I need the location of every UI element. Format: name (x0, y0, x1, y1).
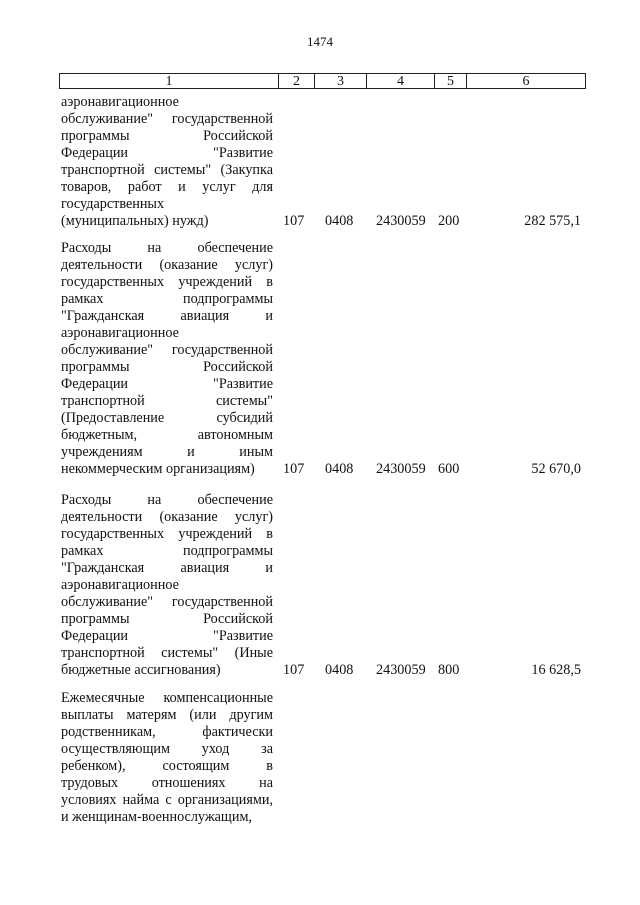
description-line: программы Российской (61, 128, 273, 144)
description-line: учреждениям и иным (61, 444, 273, 460)
header-col-1: 1 (165, 74, 173, 89)
description-line: трудовых отношениях на (61, 775, 273, 791)
description-line: аэронавигационное (61, 577, 179, 593)
description-line: выплаты матерям (или другим (61, 707, 273, 723)
description-line: обслуживание" государственной (61, 342, 273, 358)
description-line: бюджетные ассигнования) (61, 662, 221, 678)
description-line: Расходы на обеспечение (61, 240, 273, 256)
header-col-3: 3 (314, 74, 366, 88)
description-line: бюджетным, автономным (61, 427, 273, 443)
description-line: ребенком), состоящим в (61, 758, 273, 774)
row-expense-type: 600 (438, 461, 460, 477)
description-line: осуществляющим уход за (61, 741, 273, 757)
description-line: обслуживание" государственной (61, 594, 273, 610)
description-line: государственных учреждений в (61, 274, 273, 290)
description-line: обслуживание" государственной (61, 111, 273, 127)
row-section: 0408 (325, 213, 354, 229)
description-line: (Предоставление субсидий (61, 410, 273, 426)
description-line: (муниципальных) нужд) (61, 213, 209, 229)
row-description (61, 94, 273, 230)
description-line: программы Российской (61, 359, 273, 375)
description-line: Ежемесячные компенсационные (61, 690, 273, 706)
row-target-article: 2430059 (376, 662, 426, 678)
description-line: Федерации "Развитие (61, 628, 273, 644)
row-section: 0408 (325, 461, 354, 477)
description-line: рамках подпрограммы (61, 543, 273, 559)
row-expense-type: 200 (438, 213, 460, 229)
header-col-4: 4 (366, 74, 434, 88)
description-line: аэронавигационное (61, 94, 179, 110)
row-ved: 107 (283, 662, 305, 678)
row-amount: 16 628,5 (531, 662, 581, 678)
table-header (59, 73, 586, 89)
description-line: "Гражданская авиация и (61, 560, 273, 576)
row-description (61, 240, 273, 478)
description-line: программы Российской (61, 611, 273, 627)
description-line: Расходы на обеспечение (61, 492, 273, 508)
description-line: транспортной системы" (Иные (61, 645, 273, 661)
description-line: транспортной системы" (Закупка (61, 162, 273, 178)
description-line: "Гражданская авиация и (61, 308, 273, 324)
description-line: рамках подпрограммы (61, 291, 273, 307)
description-line: деятельности (оказание услуг) (61, 257, 273, 273)
row-amount: 282 575,1 (524, 213, 581, 229)
row-expense-type: 800 (438, 662, 460, 678)
description-line: Федерации "Развитие (61, 376, 273, 392)
description-line: условиях найма с организациями, (61, 792, 273, 808)
description-line: Федерации "Развитие (61, 145, 273, 161)
description-line: деятельности (оказание услуг) (61, 509, 273, 525)
row-target-article: 2430059 (376, 461, 426, 477)
header-col-2: 2 (278, 74, 314, 88)
row-ved: 107 (283, 461, 305, 477)
row-description (61, 492, 273, 679)
header-col-5: 5 (434, 74, 466, 88)
row-description (61, 690, 273, 826)
description-line: государственных учреждений в (61, 526, 273, 542)
description-line: некоммерческим организациям) (61, 461, 255, 477)
row-target-article: 2430059 (376, 213, 426, 229)
header-col-6: 6 (466, 74, 585, 88)
page-number: 1474 (307, 34, 333, 49)
description-line: государственных (61, 196, 165, 212)
row-ved: 107 (283, 213, 305, 229)
description-line: и женщинам-военнослужащим, (61, 809, 252, 825)
description-line: аэронавигационное (61, 325, 179, 341)
description-line: транспортной системы" (61, 393, 273, 409)
description-line: родственникам, фактически (61, 724, 273, 740)
row-section: 0408 (325, 662, 354, 678)
description-line: товаров, работ и услуг для (61, 179, 273, 195)
row-amount: 52 670,0 (531, 461, 581, 477)
